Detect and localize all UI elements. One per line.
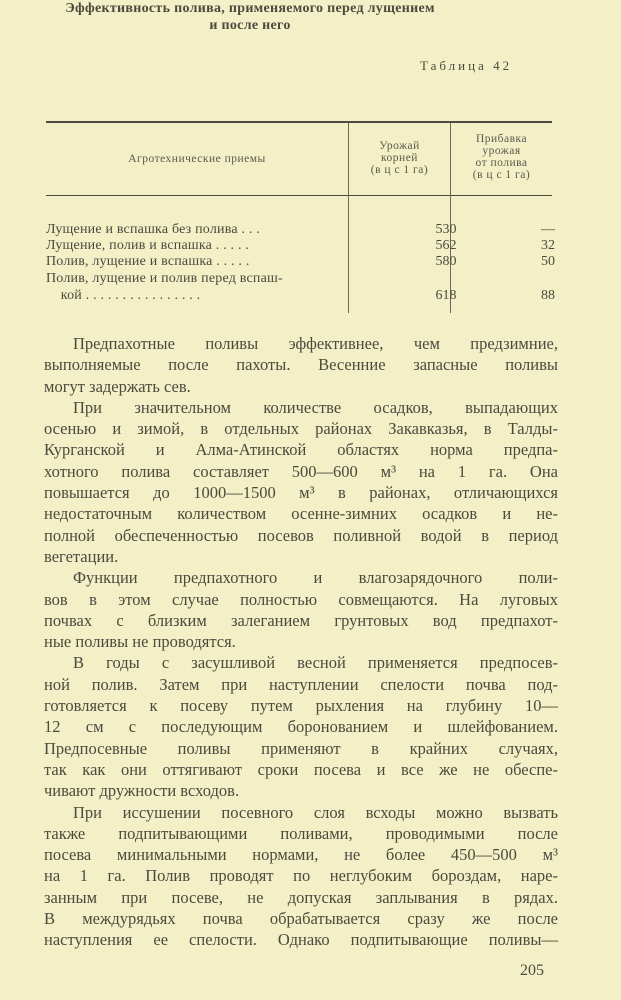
text-line: также подпитывающими поливами, проводимыми после	[44, 823, 558, 843]
row-label: Лущение, полив и вспашка . . . . .	[46, 238, 250, 253]
row-increase: 88	[541, 288, 555, 303]
table-row	[46, 238, 555, 254]
text-line: ные поливы не проводятся.	[44, 632, 236, 652]
text-line: так как они оттягивают сроки посева и все же не обеспе-	[44, 759, 558, 779]
table-row	[46, 271, 552, 287]
header-line: корней	[381, 152, 418, 164]
row-label: кой . . . . . . . . . . . . . . . .	[46, 288, 201, 303]
column-header-increase	[451, 133, 552, 181]
text-line: занным при посеве, не допуская заплывания в рядах.	[44, 887, 558, 907]
body-text	[44, 333, 558, 951]
text-line: 12 см с последующим боронованием и шлейфованием.	[44, 717, 558, 737]
text-line: готовляется к посеву путем рыхления на глубину 10—	[44, 696, 558, 716]
header-line: (в ц с 1 га)	[370, 164, 429, 176]
text-line: Предпахотные поливы эффективнее, чем предзимние,	[73, 334, 558, 353]
text-line: Функции предпахотного и влагозарядочного поли-	[73, 568, 558, 588]
text-line: посева минимальными нормами, не более 450—500 м³	[44, 845, 558, 865]
row-increase: —	[541, 222, 555, 237]
header-line: Прибавка	[475, 133, 528, 145]
header-line: (в ц с 1 га)	[472, 169, 531, 181]
table-title-line: и после него	[209, 18, 291, 33]
text-line: При иссушении посевного слоя всходы можно вызвать	[73, 802, 558, 822]
text-line: почвах с близким залеганием грунтовых вод предпахот-	[44, 610, 558, 630]
table-top-rule	[46, 121, 552, 123]
page-number: 205	[520, 962, 544, 979]
paragraph	[44, 397, 558, 567]
table-title-line: Эффективность полива, применяемого перед лущением	[65, 1, 435, 16]
text-line: В годы с засушливой весной применяется предпосев-	[73, 653, 558, 673]
table-row	[46, 222, 555, 238]
column-header-yield	[349, 140, 450, 176]
paragraph	[44, 567, 558, 652]
row-label: Полив, лущение и полив перед вспаш-	[46, 271, 283, 286]
header-line: от полива	[475, 157, 528, 169]
text-line: могут задержать сев.	[44, 376, 191, 396]
row-yield: 562	[435, 238, 457, 253]
text-line: на 1 га. Полив проводят по неглубоким бороздам, наре-	[44, 866, 558, 886]
row-increase: 32	[541, 238, 555, 253]
header-line: Урожай	[379, 140, 420, 152]
text-line: осенью и зимой, в отдельных районах Закавказья, в Талды-	[44, 419, 558, 439]
table-label: Таблица 42	[420, 58, 513, 73]
paragraph	[44, 333, 558, 397]
table-row	[46, 288, 555, 304]
row-label: Лущение и вспашка без полива . . .	[46, 222, 260, 237]
text-line: вов в этом случае полностью совмещаются. На луговых	[44, 589, 558, 609]
row-yield: 530	[435, 222, 457, 237]
text-line: В междурядьях почва обрабатывается сразу же после	[44, 909, 558, 929]
table-row	[46, 254, 555, 270]
header-line: урожая	[482, 145, 521, 157]
column-header-techniques: Агротехнические приемы	[128, 153, 266, 165]
text-line: ной полив. Затем при наступлении спелости почва под-	[44, 674, 558, 694]
table-header-rule	[46, 195, 552, 196]
row-yield: 618	[435, 288, 457, 303]
text-line: наступления ее спелости. Однако подпитывающие поливы—	[44, 930, 558, 950]
text-line: Курганской и Алма-Атинской областях норма предпа-	[44, 440, 558, 460]
text-line: повышается до 1000—1500 м³ в районах, отличающихся	[44, 483, 558, 503]
text-line: Предпосевные поливы применяют в крайних случаях,	[44, 738, 558, 758]
row-increase: 50	[541, 254, 555, 269]
row-yield: 580	[435, 254, 457, 269]
paragraph	[44, 652, 558, 801]
table-title	[0, 0, 500, 34]
row-label: Полив, лущение и вспашка . . . . .	[46, 254, 250, 269]
paragraph	[44, 802, 558, 951]
text-line: вегетации.	[44, 546, 119, 566]
text-line: чивают дружности всходов.	[44, 781, 240, 801]
text-line: При значительном количестве осадков, выпадающих	[73, 397, 558, 417]
text-line: выполняемые после пахоты. Весенние запасные поливы	[44, 355, 558, 375]
text-line: хотного полива составляет 500—600 м³ на 1 га. Она	[44, 461, 558, 481]
text-line: полной обеспеченностью посевов поливной водой в период	[44, 525, 558, 545]
text-line: недостаточным количеством осенне-зимних осадков и не-	[44, 504, 558, 524]
